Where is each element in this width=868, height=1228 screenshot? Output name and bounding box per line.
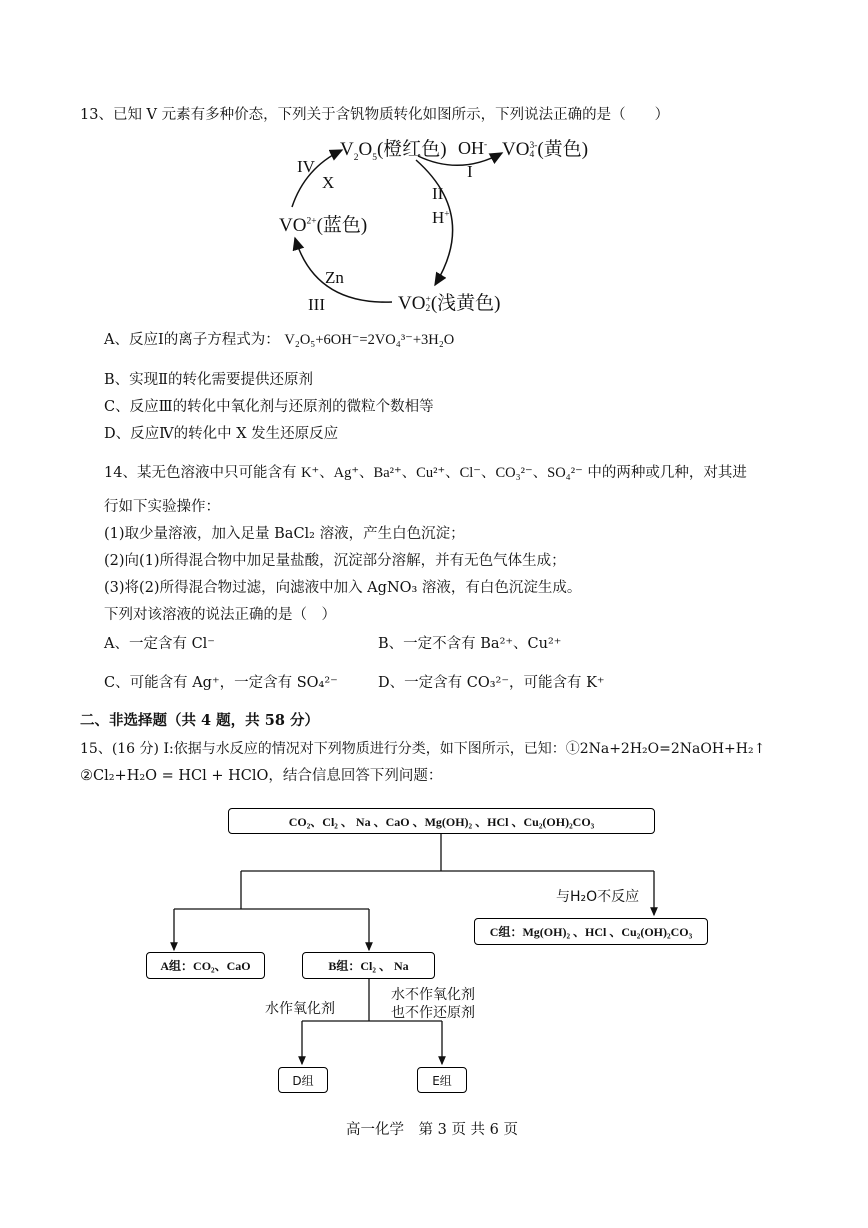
reagent-x: X — [322, 173, 335, 192]
q14-option-d: D、一定含有 CO₃²⁻，可能含有 K⁺ — [378, 675, 605, 691]
q14-step2: (2)向(1)所得混合物中加足量盐酸，沉淀部分溶解，并有无色气体生成； — [104, 553, 566, 569]
q15-line2: ②Cl₂+H₂O = HCl + HClO，结合信息回答下列问题： — [80, 768, 443, 784]
species-v2o5: $V_2O_5$(橙红色) — [340, 139, 447, 163]
roman-I: I — [467, 162, 473, 181]
q13-option-c: C、反应Ⅲ的转化中氧化剂与还原剂的微粒个数相等 — [104, 399, 434, 415]
q14-option-b: B、一定不含有 Ba²⁺、Cu²⁺ — [378, 636, 562, 652]
reagent-h: H+ — [432, 208, 450, 227]
q13-option-b: B、实现Ⅱ的转化需要提供还原剂 — [104, 372, 314, 388]
q14-step3: (3)将(2)所得混合物过滤，向滤液中加入 AgNO₃ 溶液，有白色沉淀生成。 — [104, 580, 582, 596]
species-vo4: VO 3- 4 (黄色) — [502, 139, 589, 160]
group-e-box: E组 — [417, 1067, 467, 1093]
species-vo2plus: VO + 2 (浅黄色) — [398, 293, 501, 314]
q14-option-c: C、可能含有 Ag⁺，一定含有 SO₄²⁻ — [104, 675, 338, 691]
reagent-zn: Zn — [325, 268, 344, 287]
oxidant-label: 水作氧化剂 — [265, 1001, 335, 1017]
q13-stem: 13、已知 V 元素有多种价态，下列关于含钒物质转化如图所示，下列说法正确的是（ ） — [80, 107, 670, 123]
q14-stem-line2: 行如下实验操作： — [104, 499, 220, 515]
neither-label-1: 水不作氧化剂 — [391, 987, 475, 1003]
group-c-box: C组：Mg(OH)₂ 、HCl 、Cu₂(OH)₂CO₃ — [474, 918, 708, 945]
q15-line1: 15、(16 分) Ⅰ:依据与水反应的情况对下列物质进行分类，如下图所示，已知：①2Na+2H₂O=2NaOH+H₂↑ — [80, 741, 766, 757]
roman-IV: IV — [297, 157, 315, 176]
reagent-oh: OH- — [458, 138, 488, 158]
no-react-label: 与H₂O不反应 — [556, 889, 640, 905]
all-substances-box: CO₂、Cl₂ 、 Na 、CaO 、Mg(OH)₂ 、HCl 、Cu₂(OH)₂CO₃ — [228, 808, 655, 834]
q13-option-d: D、反应Ⅳ的转化中 X 发生还原反应 — [104, 426, 339, 442]
q13-option-a: A、反应Ⅰ的离子方程式为： V₂O₅+6OH⁻=2VO₄³⁻+3H₂O — [104, 332, 455, 348]
neither-label-2: 也不作还原剂 — [391, 1005, 475, 1021]
roman-III: III — [308, 295, 325, 314]
group-d-box: D组 — [278, 1067, 328, 1093]
page-footer: 高一化学 第 3 页 共 6 页 — [346, 1122, 518, 1138]
q14-question: 下列对该溶液的说法正确的是（ ） — [104, 607, 336, 623]
q14-stem: 14、某无色溶液中只可能含有 K⁺、Ag⁺、Ba²⁺、Cu²⁺、Cl⁻、CO₃²⁻、SO₄²⁻ 中的两种或几种，对其进 — [104, 465, 747, 481]
q14-option-a: A、一定含有 Cl⁻ — [104, 636, 215, 652]
species-vo2plus2: $VO^{2+}$(蓝色) — [279, 215, 368, 236]
roman-II: II — [432, 184, 444, 203]
group-a-box: A组：CO₂、CaO — [146, 952, 265, 979]
q14-step1: (1)取少量溶液，加入足量 BaCl₂ 溶液，产生白色沉淀； — [104, 526, 465, 542]
group-b-box: B组：Cl₂ 、 Na — [302, 952, 435, 979]
section2-heading: 二、非选择题（共 4 题，共 58 分） — [80, 712, 319, 729]
